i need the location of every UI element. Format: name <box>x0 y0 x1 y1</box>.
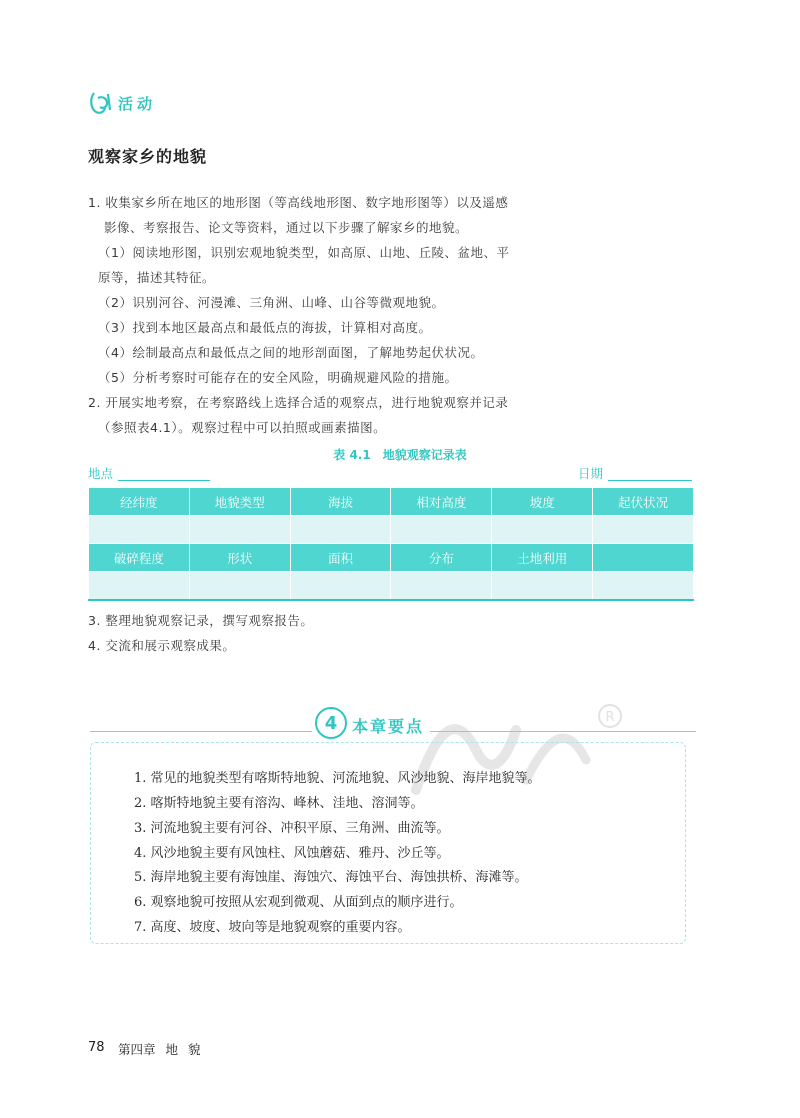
summary-item: 1. 常见的地貌类型有喀斯特地貌、河流地貌、风沙地貌、海岸地貌等。 <box>134 771 541 786</box>
table-entry-cell[interactable] <box>492 516 593 544</box>
summary-badge-icon <box>314 706 348 740</box>
step-line: 4. 交流和展示观察成果。 <box>88 638 236 653</box>
table-header-cell: 土地利用 <box>492 544 593 572</box>
table-header-cell: 地貌类型 <box>189 488 290 516</box>
observation-record-table <box>88 487 694 601</box>
table-entry-cell[interactable] <box>189 572 290 601</box>
page-number: 78 <box>88 1040 105 1055</box>
table-header-cell: 破碎程度 <box>89 544 190 572</box>
instruction-line: 1. 收集家乡所在地区的地形图（等高线地形图、数字地形图等）以及遥感 <box>88 195 509 210</box>
place-label: 地点 <box>88 466 114 481</box>
activity-label: 活动 <box>118 95 157 113</box>
summary-item: 3. 河流地貌主要有河谷、冲积平原、三角洲、曲流等。 <box>134 821 450 836</box>
instruction-line: （4）绘制最高点和最低点之间的地形剖面图，了解地势起伏状况。 <box>98 345 484 360</box>
table-entry-cell[interactable] <box>290 516 391 544</box>
table-entry-cell[interactable] <box>189 516 290 544</box>
table-entry-cell[interactable] <box>290 572 391 601</box>
section-title: 观察家乡的地貌 <box>88 147 208 166</box>
date-label: 日期 <box>578 466 604 481</box>
summary-badge-number: 4 <box>324 713 338 734</box>
svg-text:R: R <box>605 710 615 725</box>
summary-item: 5. 海岸地貌主要有海蚀崖、海蚀穴、海蚀平台、海蚀拱桥、海滩等。 <box>134 870 528 885</box>
summary-label: 本章要点 <box>352 717 425 736</box>
instruction-line: 原等，描述其特征。 <box>98 270 216 285</box>
table-header-cell: 海拔 <box>290 488 391 516</box>
table-header-cell: 分布 <box>391 544 492 572</box>
table-entry-cell[interactable] <box>593 516 694 544</box>
table-entry-cell[interactable] <box>89 572 190 601</box>
table-header-cell: 形状 <box>189 544 290 572</box>
table-entry-cell[interactable] <box>391 572 492 601</box>
table-caption: 表 4.1 地貌观察记录表 <box>333 448 467 462</box>
summary-item: 7. 高度、坡度、坡向等是地貌观察的重要内容。 <box>134 920 411 935</box>
table-entry-cell[interactable] <box>593 572 694 601</box>
place-field-line[interactable] <box>118 480 210 481</box>
summary-divider-right <box>430 731 696 732</box>
instruction-line: （5）分析考察时可能存在的安全风险，明确规避风险的措施。 <box>98 370 458 385</box>
date-field-line[interactable] <box>608 480 692 481</box>
instruction-line: （3）找到本地区最高点和最低点的海拔，计算相对高度。 <box>98 320 432 335</box>
summary-divider-left <box>90 731 312 732</box>
summary-item: 6. 观察地貌可按照从宏观到微观、从面到点的顺序进行。 <box>134 895 463 910</box>
summary-item: 2. 喀斯特地貌主要有溶沟、峰林、洼地、溶洞等。 <box>134 796 424 811</box>
table-entry-cell[interactable] <box>391 516 492 544</box>
instruction-line: 影像、考察报告、论文等资料，通过以下步骤了解家乡的地貌。 <box>104 220 469 235</box>
table-entry-cell[interactable] <box>492 572 593 601</box>
instruction-line: （参照表4.1）。观察过程中可以拍照或画素描图。 <box>98 420 387 435</box>
instruction-line: 2. 开展实地考察，在考察路线上选择合适的观察点，进行地貌观察并记录 <box>88 395 509 410</box>
table-header-cell: 起伏状况 <box>593 488 694 516</box>
instruction-line: （2）识别河谷、河漫滩、三角洲、山峰、山谷等微观地貌。 <box>98 295 445 310</box>
instruction-line: （1）阅读地形图，识别宏观地貌类型，如高原、山地、丘陵、盆地、平 <box>98 245 510 260</box>
chapter-title: 第四章 地 貌 <box>118 1042 201 1057</box>
step-line: 3. 整理地貌观察记录，撰写观察报告。 <box>88 613 314 628</box>
table-header-cell: 经纬度 <box>89 488 190 516</box>
table-header-cell <box>593 544 694 572</box>
table-header-cell: 面积 <box>290 544 391 572</box>
table-header-cell: 坡度 <box>492 488 593 516</box>
table-header-cell: 相对高度 <box>391 488 492 516</box>
activity-icon <box>88 90 114 116</box>
summary-item: 4. 风沙地貌主要有风蚀柱、风蚀蘑菇、雅丹、沙丘等。 <box>134 846 450 861</box>
table-entry-cell[interactable] <box>89 516 190 544</box>
